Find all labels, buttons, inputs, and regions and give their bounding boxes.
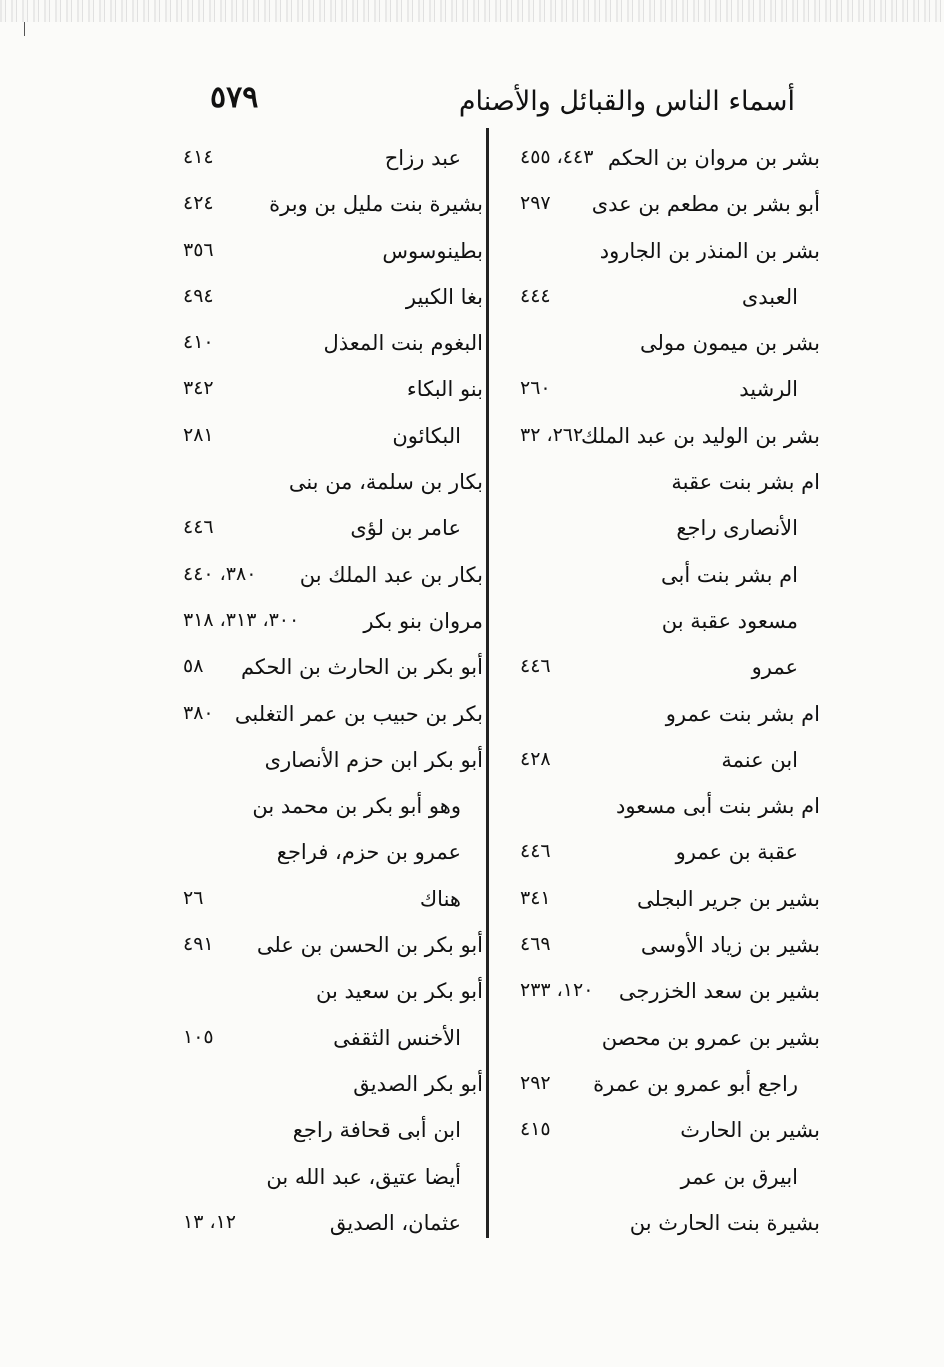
entry-name: وهو أبو بكر بن محمد بن <box>252 794 461 819</box>
index-entry <box>520 1064 820 1110</box>
index-entry <box>520 184 820 230</box>
entry-name: أبو بشر بن مطعم بن عدى <box>591 192 820 217</box>
entry-page-refs: ٤٤٦ <box>520 840 551 863</box>
index-entry <box>183 971 483 1017</box>
scan-edge-mark <box>24 22 25 36</box>
index-entry <box>183 323 483 369</box>
entry-name: ابن أبى قحافة راجع <box>292 1118 461 1143</box>
entry-page-refs: ١٠٥ <box>183 1025 214 1048</box>
entry-name: عقبة بن عمرو <box>675 840 798 865</box>
entry-name: ام بشر بنت أبى <box>660 562 798 587</box>
entry-name: الرشيد <box>739 377 798 402</box>
entry-page-refs: ٢٦٢، ٣٢ <box>520 423 584 446</box>
entry-name: الأنصارى راجع <box>676 516 798 541</box>
entry-name: البغوم بنت المعذل <box>323 331 483 356</box>
entry-name: بشر بن ميمون مولى <box>639 331 820 356</box>
entry-name: راجع أبو عمرو بن عمرة <box>593 1071 798 1096</box>
entry-name: مروان بنو بكر <box>363 608 483 633</box>
scan-edge-noise <box>0 0 944 22</box>
entry-page-refs: ٢٨١ <box>183 423 214 446</box>
index-entry <box>183 925 483 971</box>
entry-name: العبدى <box>741 284 798 309</box>
entry-name: البكائون <box>392 423 461 448</box>
entry-name: عبد رزاح <box>384 146 461 170</box>
entry-page-refs: ١٢، ١٣ <box>183 1210 237 1233</box>
entry-name: بنو البكاء <box>406 377 483 402</box>
index-entry <box>520 369 820 415</box>
entry-name: عمرو <box>751 655 798 680</box>
index-entry <box>520 647 820 693</box>
index-entry <box>520 555 820 601</box>
index-entry <box>520 601 820 647</box>
entry-page-refs: ٣٤١ <box>520 886 551 909</box>
entry-name: بشير بن زياد الأوسى <box>640 933 820 958</box>
entry-name: ابيرق بن عمر <box>680 1164 798 1189</box>
index-entry <box>520 277 820 323</box>
entry-page-refs: ٤٩٤ <box>183 284 214 307</box>
entry-page-refs: ٢٩٧ <box>520 192 551 215</box>
entry-name: بشر بن الوليد بن عبد الملك <box>581 423 820 448</box>
entry-page-refs: ٣٥٦ <box>183 238 214 261</box>
entry-name: ام بشر بنت عمرو <box>665 701 820 726</box>
index-entry <box>520 832 820 878</box>
index-entry <box>520 1018 820 1064</box>
entry-name: بشير بن سعد الخزرجى <box>618 979 820 1004</box>
entry-page-refs: ٤٢٨ <box>520 747 551 770</box>
index-entry <box>520 879 820 925</box>
column-divider <box>486 128 489 1238</box>
entry-name: أبو بكر بن الحارث بن الحكم <box>240 655 483 680</box>
entry-name: بغا الكبير <box>405 284 483 309</box>
index-entry <box>183 555 483 601</box>
entry-name: مسعود عقبة بن <box>661 608 798 633</box>
entry-name: عثمان، الصديق <box>329 1210 461 1235</box>
entry-name: بشيرة بنت الحارث بن <box>629 1210 820 1235</box>
entry-page-refs: ٣٨٠ <box>183 701 214 724</box>
index-entry <box>183 508 483 554</box>
index-entry <box>183 647 483 693</box>
entry-name: ام بشر بنت أبى مسعود <box>615 794 820 819</box>
entry-page-refs: ٢٦ <box>183 886 204 909</box>
entry-name: ام بشر بنت عقبة <box>671 470 820 495</box>
entry-page-refs: ٥٨ <box>183 655 204 678</box>
entry-page-refs: ٤١٤ <box>183 146 214 168</box>
entry-name: بشير بن جرير البجلى <box>637 886 820 911</box>
entry-page-refs: ٣٨٠، ٤٤٠ <box>183 562 257 585</box>
index-entry <box>183 138 483 184</box>
index-entry <box>520 740 820 786</box>
entry-page-refs: ٤٩١ <box>183 933 214 956</box>
entry-page-refs: ٤٤٤ <box>520 284 551 307</box>
entry-page-refs: ٢٩٢ <box>520 1071 551 1094</box>
entry-page-refs: ٤٦٩ <box>520 933 551 956</box>
entry-page-refs: ٣٠٠، ٣١٣، ٣١٨ <box>183 608 300 631</box>
entry-name: بطينوسوس <box>382 238 483 263</box>
entry-page-refs: ٣٤٢ <box>183 377 214 400</box>
entry-name: بكار بن عبد الملك بن <box>299 562 483 587</box>
entry-page-refs: ٤١٠ <box>183 331 214 354</box>
entry-name: ابن عنمة <box>721 747 798 772</box>
entry-name: أبو بكر بن سعيد بن <box>315 979 483 1004</box>
index-entry <box>520 694 820 740</box>
entry-page-refs: ٤٢٤ <box>183 192 214 215</box>
index-entry <box>520 1157 820 1203</box>
index-entry <box>520 786 820 832</box>
page-number: ٥٧٩ <box>210 80 259 115</box>
index-entry <box>520 508 820 554</box>
index-entry <box>183 1110 483 1156</box>
index-entry <box>183 1018 483 1064</box>
index-entry <box>183 694 483 740</box>
entry-page-refs: ٢٦٠ <box>520 377 551 400</box>
index-entry <box>183 462 483 508</box>
entry-page-refs: ٤٤٦ <box>183 516 214 539</box>
entry-page-refs: ٤٤٦ <box>520 655 551 678</box>
entry-name: بشر بن مروان بن الحكم <box>607 146 820 170</box>
entry-name: عمرو بن حزم، فراجع <box>276 840 461 865</box>
index-entry <box>520 971 820 1017</box>
index-entry <box>520 231 820 277</box>
index-entry <box>183 1203 483 1249</box>
index-entry <box>183 416 483 462</box>
entry-name: أبو بكر الصديق <box>353 1071 483 1096</box>
entry-name: عامر بن لؤى <box>350 516 461 541</box>
entry-name: بشر بن المنذر بن الجارود <box>599 238 820 263</box>
index-entry <box>183 184 483 230</box>
index-entry <box>183 740 483 786</box>
index-entry <box>183 1064 483 1110</box>
index-column-right <box>520 138 820 1249</box>
index-entry <box>520 1203 820 1249</box>
entry-name: بكر بن حبيب بن عمر التغلبى <box>234 701 483 726</box>
index-entry <box>183 369 483 415</box>
entry-page-refs: ٤٤٣، ٤٥٥ <box>520 146 594 168</box>
index-entry <box>520 925 820 971</box>
index-entry <box>520 1110 820 1156</box>
index-entry <box>183 879 483 925</box>
entry-page-refs: ١٢٠، ٢٣٣ <box>520 979 594 1002</box>
index-entry <box>183 786 483 832</box>
index-entry <box>520 323 820 369</box>
index-entry <box>520 462 820 508</box>
index-entry <box>183 231 483 277</box>
index-entry <box>183 1157 483 1203</box>
entry-name: الأخنس الثقفى <box>333 1025 461 1050</box>
entry-name: بشير بن عمرو بن محصن <box>601 1025 820 1050</box>
index-entry <box>183 832 483 878</box>
entry-name: هناك <box>419 886 461 911</box>
entry-name: أبو بكر بن الحسن بن على <box>256 933 483 958</box>
index-entry <box>520 416 820 462</box>
entry-page-refs: ٤١٥ <box>520 1118 551 1141</box>
index-column-left <box>183 138 483 1249</box>
entry-name: بشيرة بنت مليل بن وبرة <box>269 192 483 217</box>
index-entry <box>183 277 483 323</box>
page-header-title: أسماء الناس والقبائل والأصنام <box>458 86 795 117</box>
index-entry <box>183 601 483 647</box>
entry-name: أيضا عتيق، عبد الله بن <box>266 1164 461 1189</box>
index-entry <box>520 138 820 184</box>
entry-name: أبو بكر ابن حزم الأنصارى <box>264 747 483 772</box>
entry-name: بشير بن الحارث <box>680 1118 820 1143</box>
entry-name: بكار بن سلمة، من بنى <box>288 470 483 495</box>
